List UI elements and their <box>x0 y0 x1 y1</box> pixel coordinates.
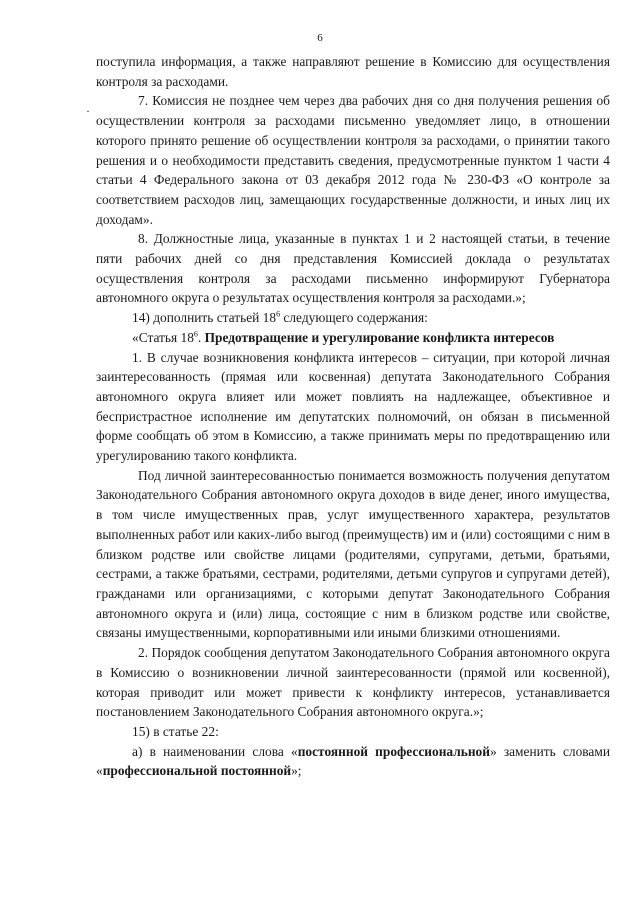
paragraph-item-8: 8. Должностные лица, указанные в пунктах 1 и 2 настоящей статьи, в течение пяти рабочих дней со дня представления Комиссией доклада о результатах осуществления контроля за расходами письменно информируют Губернатора автономного округа о результатах осуществления контроля за расходами.»; <box>96 231 610 306</box>
paragraph-definition: Под личной заинтересованностью понимается возможность получения депутатом Законодательного Собрания автономного округа доходов в виде денег, иного имущества, в том числе имущественных прав, услуг имущественного характера, результатов выполненных работ или каких-либо выгод (преимуществ) им и (или) состоящими с ним в близком родстве или свойстве лицами (родителями, супругами, детьми, братьями, сестрами, а также братьями, сестрами, родителями, детьми супругов и супругами детей), гражданами или организациями, с которыми депутат Законодательного Собрания автономного округа и (или) лица, состоящие с ним в близком родстве или свойстве, связаны имущественными, корпоративными или иными близкими отношениями. <box>96 467 610 641</box>
paragraph-clause-1: 1. В случае возникновения конфликта интересов – ситуации, при которой личная заинтересованность (прямая или косвенная) депутата Законодательного Собрания автономного округа влияет или может повлиять на надлежащее, объективное и беспристрастное исполнение им депутатских полномочий, он обязан в письменной форме сообщать об этом в Комиссию, а также принимать меры по предотвращению или урегулированию такого конфликта. <box>96 349 610 464</box>
article-heading <box>96 328 610 348</box>
subitem-a-bold-2: профессиональной постоянной <box>102 763 292 779</box>
amendment-14-superscript: 6 <box>276 309 281 319</box>
page-number: 6 <box>317 32 323 44</box>
paragraph-clause-2: 2. Порядок сообщения депутатом Законодательного Собрания автономного округа в Комиссию о возникновении личной заинтересованности (прямой или косвенной), которая приводит или может привести к конфликту интересов, устанавливается постановлением Законодательного Собрания автономного округа.»; <box>96 645 610 720</box>
subitem-a-text-1: а) в наименовании слова « <box>132 743 298 759</box>
subitem-a-text-3: »; <box>291 763 302 779</box>
paragraph-continuation: поступила информация, а также направляют решение в Комиссию для осуществления контроля за расходами. <box>96 54 610 89</box>
margin-mark: · <box>86 104 90 118</box>
amendment-14-text: 14) дополнить статьей 18 <box>132 310 277 326</box>
paragraph-item-7: 7. Комиссия не позднее чем через два рабочих дня со дня получения решения об осуществлении контроля за расходами письменно уведомляет лицо, в отношении которого принято решение об осуществлении контроля за расходами, о принятии такого решения и о необходимости представить сведения, предусмотренные пунктом 1 части 4 статьи 4 Федерального закона от 03 декабря 2012 года № 230-ФЗ «О контроле за соответствием расходов лиц, замещающих государственные должности, и иных лиц их доходам». <box>96 93 610 227</box>
amendment-14-text-end: следующего содержания: <box>280 310 428 326</box>
paragraph-amendment-14 <box>96 308 610 328</box>
article-superscript: 6 <box>193 329 198 339</box>
subitem-a-bold-1: постоянной профессиональной <box>297 743 490 759</box>
article-title: Предотвращение и урегулирование конфликта интересов <box>204 329 555 345</box>
document-body <box>96 52 610 781</box>
article-separator: . <box>197 329 205 345</box>
paragraph-amendment-15: 15) в статье 22: <box>132 723 219 739</box>
subitem-a-text-2: » заменить словами « <box>96 743 611 779</box>
article-label: «Статья 18 <box>132 329 194 345</box>
paragraph-subitem-a <box>96 742 610 781</box>
